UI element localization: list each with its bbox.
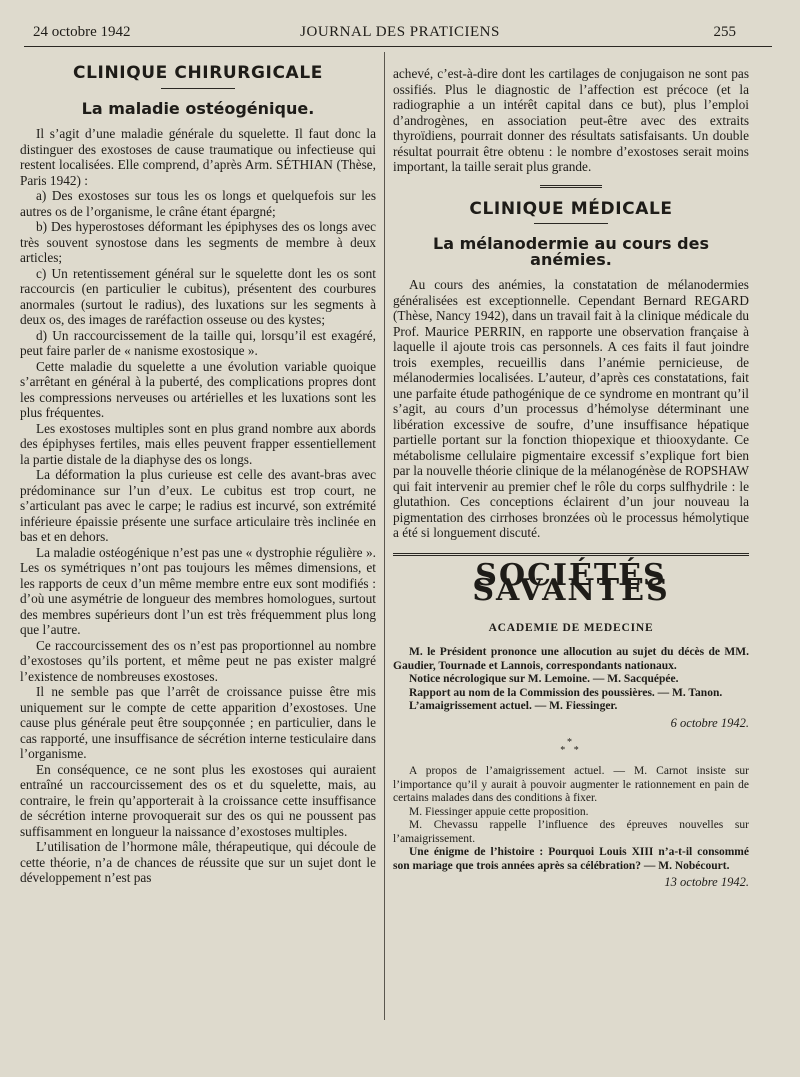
list-item: L’amaigrissement actuel. — M. Fiessinger. bbox=[409, 700, 618, 712]
issue-date: 24 octobre 1942 bbox=[33, 24, 131, 40]
seance-date: 13 octobre 1942. bbox=[664, 875, 749, 889]
section-heading-clinique-medicale: CLINIQUE MÉDICALE bbox=[469, 198, 673, 219]
list-item: M. le Président prononce une allocution au sujet du décès de MM. Gaudier, Tournade et Lannois, correspondants nationaux. bbox=[393, 646, 749, 672]
paragraph: La maladie ostéogénique n’est pas une « dystrophie régulière ». Les os symétriques n’ont pas toujours les mêmes dimensions, et les rapports de ceux d’un même membre entre eux sont modifiés : d’où une asymétrie de longueur des membres homologues, surtout des membres supérieurs dont l’un est très fréquemment plus long que l’autre. bbox=[20, 544, 376, 637]
continuation-paragraph: achevé, c’est-à-dire dont les cartilages de conjugaison ne sont pas ossifiés. Plus le diagnostic de l’affection est précoce (et la radiographie a un intérêt capital dans ce but), plus l’emploi d’androgènes, en association peut-être avec des extraits thyroïdiens, pourrait donner des résultats satisfaisants. Un double résultat pourrait être obtenu : le nombre d’exostoses serait moins important, la taille serait plus grande. bbox=[393, 66, 749, 174]
section-rule bbox=[161, 88, 235, 89]
paragraph: Il s’agit d’une maladie générale du squelette. Il faut donc la distinguer des exostoses de cause traumatique ou infectieuse qui restent localisées. Elle comprend, d’après Arm. SÉTHIAN (Thèse, Paris 1942) : bbox=[20, 126, 376, 188]
header-rule bbox=[24, 46, 772, 47]
seance-date: 6 octobre 1942. bbox=[670, 715, 749, 730]
paragraph: c) Un retentissement général sur le squelette dont les os sont raccourcis (en particulier le cubitus), présentent des courbures anormales (surtout le radius), des luxations sur les segments à deux os, des images de raréfaction osseuse ou des kystes; bbox=[20, 265, 376, 327]
paragraph: b) Des hyperostoses déformant les épiphyses des os longs avec très souvent synostose dans les segments de membre à deux articles; bbox=[20, 219, 376, 265]
societes-rule bbox=[393, 553, 749, 556]
paragraph: En conséquence, ce ne sont plus les exostoses qui auraient entraîné un raccourcissement des os et du squelette, mais, au contraire, le frein qu’apporterait à la croissance cette insuffisance de sécrétion interne provoquerait sur des os qui ne poussent pas suffisamment en longueur la naissance d’exostoses multiples. bbox=[20, 761, 376, 839]
academie-heading: ACADEMIE DE MEDECINE bbox=[488, 621, 654, 634]
list-item: M. Fiessinger appuie cette proposition. bbox=[409, 805, 589, 818]
paragraph: Ce raccourcissement des os n’est pas proportionnel au nombre d’exostoses qu’ils portent, et même peut ne pas exister malgré l’existence de nombreuses exostoses. bbox=[20, 637, 376, 684]
section-rule bbox=[534, 223, 608, 224]
paragraph: La déformation la plus curieuse est celle des avant-bras avec prédominance sur l’un d’eux. Le cubitus est trop court, ne s’articulant pas avec le carpe; le radius est incurvé, son extrémité inférieure épaissie présente une surface articulaire très inclinée en bas et en dehors. bbox=[20, 467, 376, 544]
list-item: A propos de l’amaigrissement actuel. — M. Carnot insiste sur l’importance qu’il y aurait à pouvoir augmenter le rationnement en pain de certains malades dans des conditions à fixer. bbox=[393, 765, 749, 804]
paragraph: Cette maladie du squelette a une évolution variable quoique s’arrêtant en général à la puberté, des complications propres dont les compressions nerveuses ou artérielles et les luxations sont les plus fréquentes. bbox=[20, 358, 376, 420]
paragraph: d) Un raccourcissement de la taille qui, lorsqu’il est exagéré, peut faire parler de « nanisme exostosique ». bbox=[20, 327, 376, 358]
section-rule bbox=[540, 185, 602, 188]
right-column bbox=[393, 52, 749, 899]
asterism: * * * bbox=[560, 737, 582, 756]
left-column bbox=[20, 52, 376, 886]
article-title-melanodermie: La mélanodermie au cours des anémies. bbox=[433, 234, 709, 269]
page-number: 255 bbox=[713, 24, 736, 40]
list-item: Notice nécrologique sur M. Lemoine. — M. Sacquépée. bbox=[409, 673, 679, 685]
paragraph: a) Des exostoses sur tous les os longs et quelquefois sur les autres os de l’organisme, le crâne étant épargné; bbox=[20, 188, 376, 219]
running-header bbox=[0, 0, 800, 48]
section-heading-clinique-chirurgicale: CLINIQUE CHIRURGICALE bbox=[73, 63, 323, 83]
paragraph: Au cours des anémies, la constatation de mélanodermies généralisées est exceptionnelle. Cependant Bernard REGARD (Thèse, Nancy 1942), dans un travail fait à la clinique médicale du Prof. Maurice PERRIN, en rapporte une observation française à laquelle il ajoute trois cas personnels. A ces faits il faut joindre trois exemples, recueillis dans l’anémie pernicieuse, de mélanodermies localisées. L’auteur, d’après ces constatations, fait une parfaite étude pathogénique de ce syndrome en montrant qu’il s’agit, au cours d’un processus d’hémolyse déterminant une libération excessive de soufre, d’une insuffisance hépatique partielle portant sur la fonction thiopexique et thiooxydante. Ce métabolisme cellulaire pigmentaire excessif s’explique fort bien par la nouvelle théorie clinique de la mélanogénèse de ROPSHAW qui fait intervenir au premier chef le rôle du corps sulfhydrile : le glutathion. Ces conceptions éclairent d’un jour nouveau la pigmentation des cirrhoses bronzées où le processus hémolytique a été si longuement discuté. bbox=[393, 277, 749, 540]
list-item: Rapport au nom de la Commission des poussières. — M. Tanon. bbox=[409, 686, 723, 699]
paragraph: Les exostoses multiples sont en plus grand nombre aux abords des épiphyses fertiles, mais elles peuvent frapper essentiellement la partie distale de la diaphyse des os longs. bbox=[20, 420, 376, 467]
journal-title: JOURNAL DES PRATICIENS bbox=[300, 24, 500, 40]
seance-list-2 bbox=[393, 765, 749, 873]
article-title-osteogenique: La maladie ostéogénique. bbox=[81, 98, 315, 118]
paragraph: L’utilisation de l’hormone mâle, thérapeutique, qui découle de cette théorie, n’a de chances de réussite que sur un sujet dont le développement n’est pas bbox=[20, 839, 376, 885]
paragraph: Il ne semble pas que l’arrêt de croissance puisse être mis uniquement sur le compte de cette apparition d’exostoses. Une cause plus générale peut être soupçonnée ; en particulier, dans le cas rapporté, une insuffisance de sécrétion interne testiculaire dans l’organisme. bbox=[20, 684, 376, 761]
list-item: Une énigme de l’histoire : Pourquoi Louis XIII n’a-t-il consommé son mariage que trois années après sa célébration? — M. Nobécourt. bbox=[393, 846, 749, 872]
column-separator bbox=[384, 52, 385, 1020]
list-item: M. Chevassu rappelle l’influence des épreuves nouvelles sur l’amaigrissement. bbox=[393, 819, 749, 845]
seance-list-1 bbox=[393, 646, 749, 714]
societes-savantes-heading: SOCIÉTÉS SAVANTES bbox=[472, 557, 670, 608]
